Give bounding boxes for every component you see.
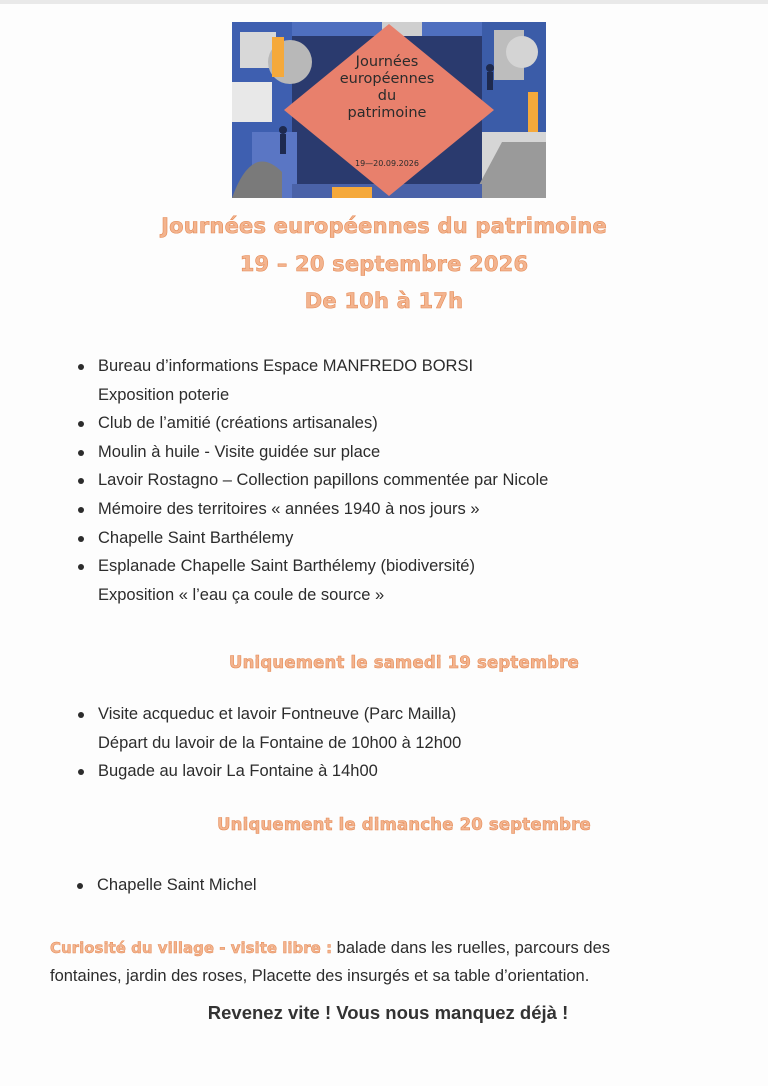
- list-item-text: Exposition poterie: [98, 385, 230, 404]
- banner-title: [312, 54, 462, 122]
- list-item-text: Club de l’amitié (créations artisanales): [98, 414, 378, 433]
- sunday-heading: Uniquement le dimanche 20 septembre: [217, 815, 591, 834]
- bullet-icon: [78, 421, 84, 427]
- banner-title-line: européennes: [339, 71, 435, 87]
- list-item-text: Départ du lavoir de la Fontaine de 10h00 à 12h00: [98, 733, 462, 752]
- saturday-activity-list: [98, 700, 461, 786]
- list-item-text: Chapelle Saint Barthélemy: [98, 528, 294, 547]
- bullet-icon: [78, 507, 84, 513]
- date-heading: 19 – 20 septembre 2026: [239, 252, 529, 276]
- list-item-text: Chapelle Saint Michel: [97, 876, 257, 894]
- closing-message: Revenez vite ! Vous nous manquez déjà !: [207, 1002, 569, 1023]
- bullet-icon: [78, 450, 84, 456]
- banner-title-line: patrimoine: [347, 105, 427, 121]
- list-item-text: Visite acqueduc et lavoir Fontneuve (Parc Mailla): [98, 705, 457, 723]
- list-item: [98, 700, 461, 729]
- list-item-text: Esplanade Chapelle Saint Barthélemy (biodiversité): [98, 557, 475, 576]
- main-activity-list: [98, 352, 548, 609]
- list-item: [98, 352, 548, 381]
- sunday-activity-list: [97, 871, 257, 900]
- banner-date: 19—20.09.2026: [355, 159, 419, 168]
- bullet-icon: [78, 564, 84, 570]
- bullet-icon: [78, 364, 84, 370]
- main-heading: Journées européennes du patrimoine: [161, 214, 607, 238]
- list-item-text: Mémoire des territoires « années 1940 à nos jours »: [98, 499, 480, 518]
- list-item: [98, 466, 548, 495]
- list-item-continuation: [98, 729, 461, 758]
- list-item-text: Bureau d’informations Espace MANFREDO BORSI: [98, 357, 474, 375]
- list-item: [98, 757, 461, 786]
- list-item-continuation: [98, 381, 548, 410]
- list-item: [98, 495, 548, 524]
- page-top-edge: [0, 0, 768, 4]
- bullet-icon: [78, 478, 84, 484]
- saturday-heading: Uniquement le samedi 19 septembre: [229, 653, 579, 672]
- bullet-icon: [78, 536, 84, 542]
- list-item: [98, 409, 548, 438]
- curiosite-paragraph: [50, 934, 730, 990]
- banner-title-line: du: [377, 88, 397, 104]
- list-item-text: Moulin à huile - Visite guidée sur place: [98, 442, 381, 461]
- list-item: [98, 524, 548, 553]
- list-item-continuation: [98, 581, 548, 610]
- curiosite-lead: Curiosité du village - visite libre :: [50, 939, 333, 957]
- banner-title-line: Journées: [355, 54, 419, 70]
- bullet-icon: [78, 769, 84, 775]
- list-item: [98, 438, 548, 467]
- bullet-icon: [78, 712, 84, 718]
- curiosite-text: balade dans les ruelles, parcours des: [332, 939, 610, 957]
- list-item: [97, 871, 257, 900]
- list-item-text: Lavoir Rostagno – Collection papillons commentée par Nicole: [98, 471, 549, 490]
- hours-heading: De 10h à 17h: [304, 289, 464, 313]
- bullet-icon: [77, 883, 83, 889]
- list-item-text: Bugade au lavoir La Fontaine à 14h00: [98, 762, 378, 781]
- list-item: [98, 552, 548, 581]
- list-item-text: Exposition « l’eau ça coule de source »: [98, 585, 385, 604]
- event-banner: [232, 22, 546, 198]
- curiosite-text: fontaines, jardin des roses, Placette des insurgés et sa table d’orientation.: [50, 967, 590, 985]
